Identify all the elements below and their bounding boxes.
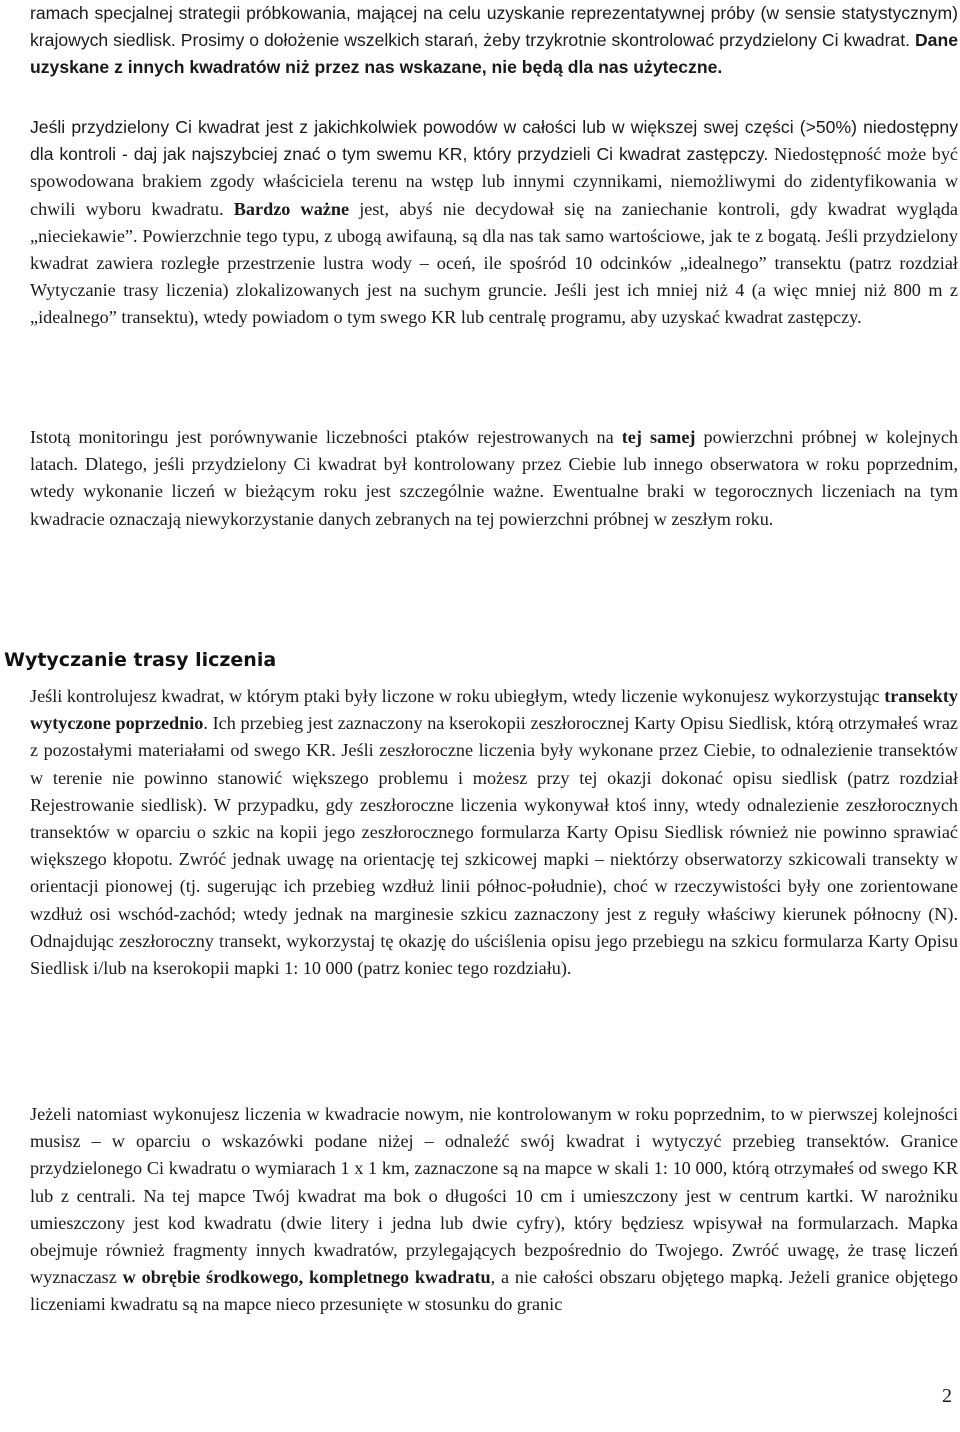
text-run-serif: jest, abyś nie decydował się na zaniechanie kontroli, gdy kwadrat wygląda „nieciekawie”. Powierzchnie tego typu, z ubogą awifauną, są dla nas tak samo wartościowe, jak te z bogatą. Jeśli przydzielony kwadrat zawiera rozległe przestrzenie lustra wody – oceń, ile spośród 10 odcinków „idealnego” transektu (patrz rozdział Wytyczanie trasy liczenia) zlokalizowanych jest na suchym gruncie. Jeśli jest ich mniej niż 4 (a więc mniej niż 800 m z „idealnego” transektu), wtedy powiadom o tym swego KR lub centralę programu, aby uzyskać kwadrat zastępczy. — [30, 198, 958, 328]
paragraph-new-square — [30, 1101, 958, 1319]
bold-notice: Dane uzyskane z innych kwadratów niż przez nas wskazane, nie będą dla nas użyteczne. — [30, 30, 958, 78]
page-number: 2 — [942, 1385, 952, 1407]
bold-emphasis: w obrębie środkowego, kompletnego kwadratu — [122, 1267, 491, 1288]
paragraph-monitoring-essence — [30, 424, 958, 533]
bold-emphasis: transekty wytyczone poprzednio — [30, 686, 958, 734]
text-run: Istotą monitoringu jest porównywanie liczebności ptaków rejestrowanych na — [30, 427, 622, 447]
paragraph-unavailable-square — [30, 114, 958, 332]
bold-emphasis: Bardzo ważne — [233, 198, 350, 219]
bold-emphasis: tej samej — [621, 427, 696, 447]
text-run: Jeśli przydzielony Ci kwadrat jest z jakichkolwiek powodów w całości lub w większej swej części (>50%) niedostępny dla kontroli - daj jak najszybciej znać o tym swemu KR, który przydzieli Ci kwadrat zastępczy. — [30, 117, 958, 165]
text-run: Jeżeli natomiast wykonujesz liczenia w kwadracie nowym, nie kontrolowanym w roku poprzednim, to w pierwszej kolejności musisz – w oparciu o wskazówki podane niżej – odnaleźć swój kwadrat i wytyczyć przebieg transektów. Granice przydzielonego Ci kwadratu o wymiarach 1 x 1 km, zaznaczone są na mapce w skali 1: 10 000, którą otrzymałeś od swego KR lub z centrali. Na tej mapce Twój kwadrat ma bok o długości 10 cm i umieszczony jest w centrum kartki. W narożniku umieszczony jest kod kwadratu (dwie litery i jedna lub dwie cyfry), który będziesz wpisywał na formularzach. Mapka obejmuje również fragmenty innych kwadratów, przylegających bezpośrednio do Twojego. Zwróć uwagę, że trasę liczeń wyznaczasz — [30, 1104, 958, 1288]
text-run: powierzchni próbnej w kolejnych latach. Dlatego, jeśli przydzielony Ci kwadrat był kontrolowany przez Ciebie lub innego obserwatora w roku poprzednim, wtedy wykonanie liczeń w bieżącym roku jest szczególnie ważne. Ewentualne braki w tegorocznych liczeniach na tym kwadracie oznaczają niewykorzystanie danych zebranych na tej powierzchni próbnej w zeszłym roku. — [30, 427, 958, 529]
paragraph-previous-transects — [30, 683, 958, 982]
text-run: Jeśli kontrolujesz kwadrat, w którym ptaki były liczone w roku ubiegłym, wtedy liczenie wykonujesz wykorzystując — [30, 686, 885, 706]
section-heading: Wytyczanie trasy liczenia — [4, 649, 277, 671]
text-run: . Ich przebieg jest zaznaczony na kserokopii zeszłorocznej Karty Opisu Siedlisk, którą otrzymałeś wraz z pozostałymi materiałami od swego KR. Jeśli zeszłoroczne liczenia były wykonane przez Ciebie, to odnalezienie transektów w terenie nie powinno stanowić większego problemu i możesz przy tej okazji dokonać opisu siedlisk (patrz rozdział Rejestrowanie siedlisk). W przypadku, gdy zeszłoroczne liczenia wykonywał ktoś inny, wtedy odnalezienie zeszłorocznych transektów w oparciu o szkic na kopii jego zeszłorocznego formularza Karty Opisu Siedlisk również nie powinno sprawiać większego kłopotu. Zwróć jednak uwagę na orientację tej szkicowej mapki – niektórzy obserwatorzy szkicowali transekty w orientacji pionowej (tj. sugerując ich przebieg wzdłuż linii północ-południe), choć w rzeczywistości były one zorientowane wzdłuż osi wschód-zachód; wtedy jednak na marginesie szkicu zaznaczony jest z reguły właściwy kierunek północny (N). Odnajdując zeszłoroczny transekt, wykorzystaj tę okazję do uściślenia opisu jego przebiegu na szkicu formularza Karty Opisu Siedlisk i/lub na kserokopii mapki 1: 10 000 (patrz koniec tego rozdziału). — [30, 713, 958, 979]
text-run: , a nie całości obszaru objętego mapką. Jeżeli granice objętego liczeniami kwadratu są na mapce nieco przesunięte w stosunku do granic — [30, 1267, 958, 1315]
text-run: ramach specjalnej strategii próbkowania, mającej na celu uzyskanie reprezentatywnej próby (w sensie statystycznym) krajowych siedlisk. Prosimy o dołożenie wszelkich starań, żeby trzykrotnie skontrolować przydzielony Ci kwadrat. — [30, 3, 958, 51]
paragraph-sampling-strategy — [30, 0, 958, 82]
text-run-serif: Niedostępność może być spowodowana brakiem zgody właściciela terenu na wstęp lub innymi czynnikami, niemożliwymi do zidentyfikowania w chwili wyboru kwadratu. — [30, 144, 958, 219]
